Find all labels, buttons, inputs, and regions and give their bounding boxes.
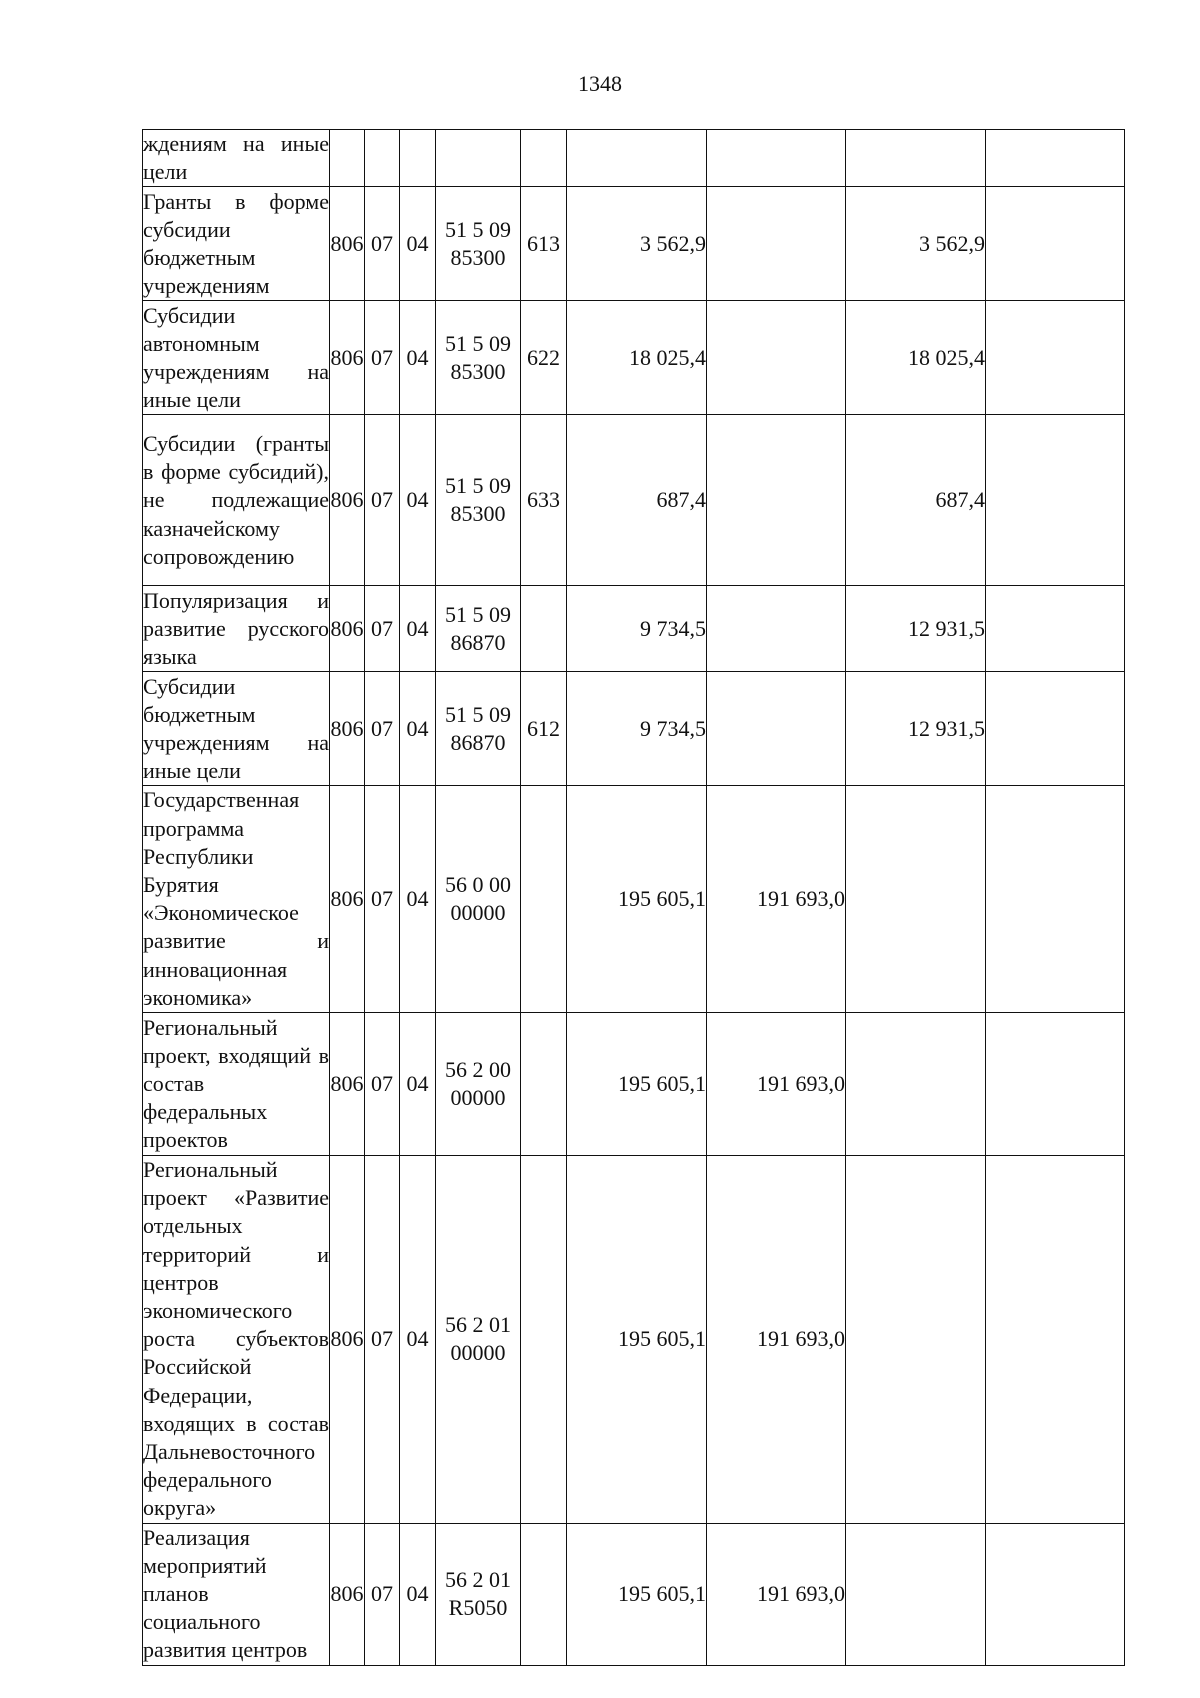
- table-row: [143, 1156, 1125, 1524]
- amount-4: [986, 672, 1125, 786]
- expense-type-code: 622: [521, 301, 567, 415]
- section-code: 07: [365, 1013, 400, 1156]
- section-code: [365, 130, 400, 187]
- amount-3: [846, 1013, 986, 1156]
- expense-type-code: [521, 1523, 567, 1665]
- amount-1: 195 605,1: [567, 1156, 707, 1524]
- row-description: Субсидии (гранты в форме субсидий), не подлежащие казначейскому сопровождению: [143, 415, 330, 586]
- amount-4: [986, 1156, 1125, 1524]
- amount-1: [567, 130, 707, 187]
- expense-type-code: 633: [521, 415, 567, 586]
- target-article-code: 51 5 09 86870: [436, 586, 521, 672]
- amount-3: [846, 786, 986, 1013]
- section-code: 07: [365, 415, 400, 586]
- amount-3: 3 562,9: [846, 187, 986, 301]
- amount-4: [986, 1523, 1125, 1665]
- target-article-code: [436, 130, 521, 187]
- amount-2: 191 693,0: [707, 1523, 846, 1665]
- table-row: [143, 187, 1125, 301]
- target-article-code: 51 5 09 85300: [436, 415, 521, 586]
- subsection-code: 04: [400, 786, 436, 1013]
- subsection-code: 04: [400, 415, 436, 586]
- ministry-code: [330, 130, 365, 187]
- table-row: [143, 672, 1125, 786]
- amount-1: 687,4: [567, 415, 707, 586]
- budget-table: [142, 129, 1125, 1666]
- expense-type-code: [521, 786, 567, 1013]
- ministry-code: 806: [330, 187, 365, 301]
- amount-2: [707, 415, 846, 586]
- table-row: [143, 586, 1125, 672]
- amount-2: [707, 187, 846, 301]
- table-row: [143, 415, 1125, 586]
- amount-4: [986, 187, 1125, 301]
- amount-3: 687,4: [846, 415, 986, 586]
- row-description: Субсидии бюджетным учреждениям на иные цели: [143, 672, 330, 786]
- amount-4: [986, 786, 1125, 1013]
- amount-2: [707, 672, 846, 786]
- subsection-code: 04: [400, 672, 436, 786]
- expense-type-code: [521, 586, 567, 672]
- expense-type-code: [521, 130, 567, 187]
- subsection-code: [400, 130, 436, 187]
- ministry-code: 806: [330, 1523, 365, 1665]
- ministry-code: 806: [330, 1156, 365, 1524]
- section-code: 07: [365, 786, 400, 1013]
- amount-3: 18 025,4: [846, 301, 986, 415]
- amount-1: 9 734,5: [567, 672, 707, 786]
- expense-type-code: 613: [521, 187, 567, 301]
- amount-1: 3 562,9: [567, 187, 707, 301]
- target-article-code: 56 2 01 00000: [436, 1156, 521, 1524]
- page-number: 1348: [578, 71, 622, 96]
- ministry-code: 806: [330, 586, 365, 672]
- amount-2: 191 693,0: [707, 786, 846, 1013]
- section-code: 07: [365, 672, 400, 786]
- section-code: 07: [365, 301, 400, 415]
- target-article-code: 51 5 09 86870: [436, 672, 521, 786]
- target-article-code: 56 0 00 00000: [436, 786, 521, 1013]
- amount-2: [707, 301, 846, 415]
- section-code: 07: [365, 1523, 400, 1665]
- amount-1: 9 734,5: [567, 586, 707, 672]
- subsection-code: 04: [400, 586, 436, 672]
- target-article-code: 56 2 01 R5050: [436, 1523, 521, 1665]
- row-description: Реализация мероприятий планов социального развития центров: [143, 1523, 330, 1665]
- subsection-code: 04: [400, 1156, 436, 1524]
- ministry-code: 806: [330, 672, 365, 786]
- table-row: [143, 1523, 1125, 1665]
- amount-4: [986, 586, 1125, 672]
- amount-2: 191 693,0: [707, 1156, 846, 1524]
- amount-1: 195 605,1: [567, 1523, 707, 1665]
- section-code: 07: [365, 187, 400, 301]
- row-description: Государственная программа Республики Бурятия «Экономическое развитие и инновационная экономика»: [143, 786, 330, 1013]
- ministry-code: 806: [330, 415, 365, 586]
- amount-1: 195 605,1: [567, 1013, 707, 1156]
- ministry-code: 806: [330, 1013, 365, 1156]
- target-article-code: 51 5 09 85300: [436, 301, 521, 415]
- ministry-code: 806: [330, 786, 365, 1013]
- target-article-code: 51 5 09 85300: [436, 187, 521, 301]
- amount-3: 12 931,5: [846, 586, 986, 672]
- amount-2: [707, 130, 846, 187]
- section-code: 07: [365, 586, 400, 672]
- amount-4: [986, 301, 1125, 415]
- subsection-code: 04: [400, 1013, 436, 1156]
- amount-4: [986, 130, 1125, 187]
- amount-2: 191 693,0: [707, 1013, 846, 1156]
- amount-3: 12 931,5: [846, 672, 986, 786]
- amount-4: [986, 1013, 1125, 1156]
- row-description: Региональный проект, входящий в состав федеральных проектов: [143, 1013, 330, 1156]
- amount-1: 18 025,4: [567, 301, 707, 415]
- row-description: Популяризация и развитие русского языка: [143, 586, 330, 672]
- subsection-code: 04: [400, 187, 436, 301]
- expense-type-code: 612: [521, 672, 567, 786]
- table-row: [143, 301, 1125, 415]
- amount-2: [707, 586, 846, 672]
- ministry-code: 806: [330, 301, 365, 415]
- expense-type-code: [521, 1156, 567, 1524]
- row-description: Субсидии автономным учреждениям на иные цели: [143, 301, 330, 415]
- amount-3: [846, 130, 986, 187]
- table-row: [143, 786, 1125, 1013]
- expense-type-code: [521, 1013, 567, 1156]
- amount-1: 195 605,1: [567, 786, 707, 1013]
- row-description: Гранты в форме субсидии бюджетным учреждениям: [143, 187, 330, 301]
- row-description: ждениям на иные цели: [143, 130, 330, 187]
- target-article-code: 56 2 00 00000: [436, 1013, 521, 1156]
- section-code: 07: [365, 1156, 400, 1524]
- table-row: [143, 130, 1125, 187]
- amount-3: [846, 1156, 986, 1524]
- row-description: Региональный проект «Развитие отдельных территорий и центров экономического роста субъектов Российской Федерации, входящих в состав Дальневосточного федерального округа»: [143, 1156, 330, 1524]
- amount-3: [846, 1523, 986, 1665]
- table-row: [143, 1013, 1125, 1156]
- subsection-code: 04: [400, 1523, 436, 1665]
- amount-4: [986, 415, 1125, 586]
- subsection-code: 04: [400, 301, 436, 415]
